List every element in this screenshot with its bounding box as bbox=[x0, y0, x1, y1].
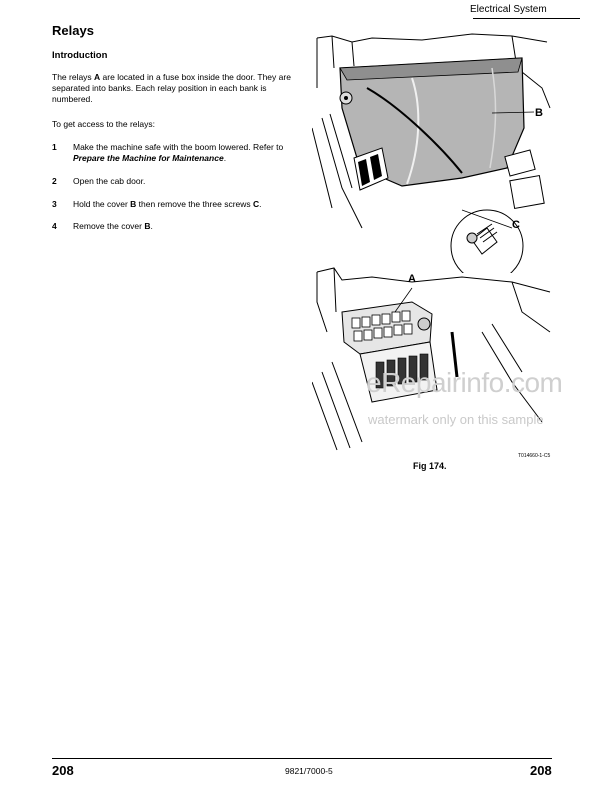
label-a: A bbox=[408, 273, 416, 285]
figure-code: T014660-1-C5 bbox=[518, 453, 551, 459]
intro-paragraph: The relays A are located in a fuse box inside the door. They are separated into banks. Each relay position in each bank is numbered. bbox=[52, 72, 291, 104]
intro-heading: Introduction bbox=[52, 50, 108, 61]
access-paragraph: To get access to the relays: bbox=[52, 119, 155, 129]
watermark-site: eRepairinfo.com bbox=[366, 367, 563, 398]
watermark-note: watermark only on this sample bbox=[368, 412, 544, 427]
step-text: Hold the cover B then remove the three screws C. bbox=[73, 199, 262, 209]
figure-caption: Fig 174. bbox=[413, 461, 447, 471]
step-number: 3 bbox=[52, 199, 57, 209]
label-c: C bbox=[512, 219, 520, 231]
step-text: Make the machine safe with the boom lowered. Refer to Prepare the Machine for Maintenance. bbox=[73, 142, 284, 163]
label-b: B bbox=[535, 107, 543, 119]
step-number: 1 bbox=[52, 142, 57, 152]
document-number: 9821/7000-5 bbox=[285, 766, 333, 776]
header-section-title: Electrical System bbox=[470, 4, 547, 15]
step-text: Open the cab door. bbox=[73, 176, 146, 186]
page-number-right: 208 bbox=[530, 763, 552, 778]
cover-illustration bbox=[312, 28, 557, 273]
page-title: Relays bbox=[52, 23, 94, 38]
header-rule bbox=[473, 18, 580, 19]
footer-rule bbox=[52, 758, 552, 759]
step-number: 2 bbox=[52, 176, 57, 186]
step-number: 4 bbox=[52, 221, 57, 231]
step-text: Remove the cover B. bbox=[73, 221, 153, 231]
page-number-left: 208 bbox=[52, 763, 74, 778]
